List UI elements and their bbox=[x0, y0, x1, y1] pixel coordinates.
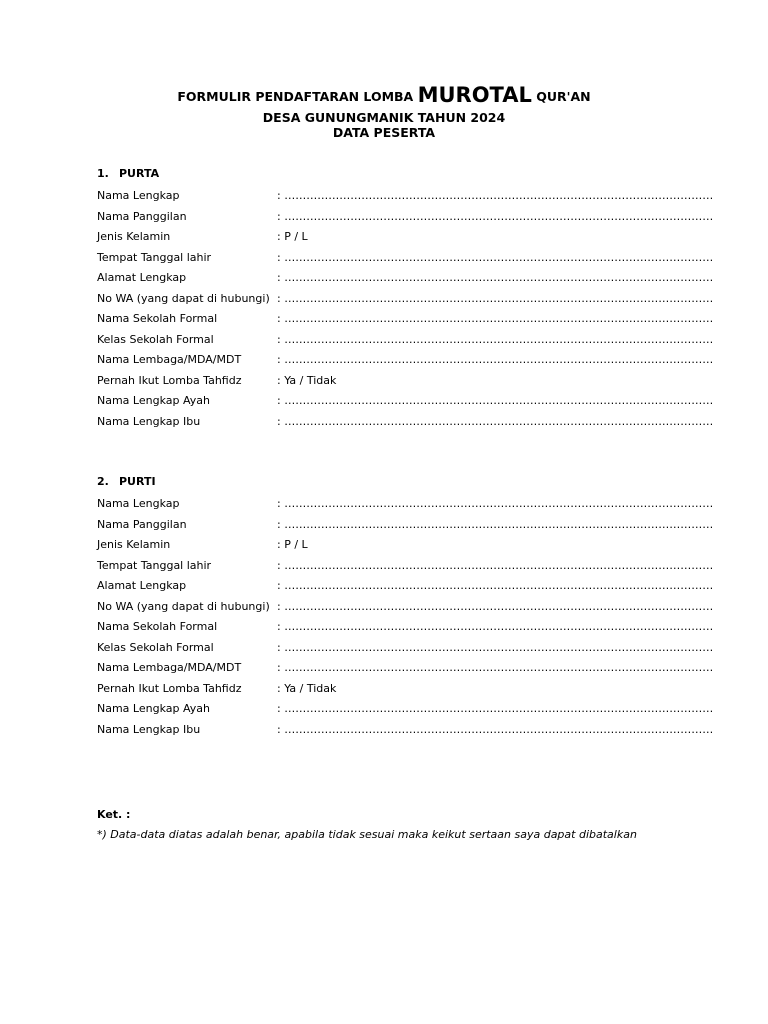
field-value: : ……………………………………………………………………………………………………… bbox=[277, 497, 714, 510]
field-row bbox=[97, 332, 714, 353]
notes-label: Ket. : bbox=[97, 808, 131, 821]
field-label: Nama Lembaga/MDA/MDT bbox=[97, 661, 242, 674]
form-title-prefix: FORMULIR PENDAFTARAN LOMBA bbox=[177, 89, 414, 104]
field-value: : Ya / Tidak bbox=[277, 681, 337, 695]
field-row bbox=[97, 373, 677, 394]
field-row bbox=[97, 352, 714, 373]
field-label: No WA (yang dapat di hubungi) bbox=[97, 599, 270, 613]
field-value: : Ya / Tidak bbox=[277, 373, 337, 387]
field-row bbox=[97, 640, 714, 661]
field-label: Kelas Sekolah Formal bbox=[97, 640, 214, 654]
field-value: : ……………………………………………………………………………………………………… bbox=[277, 312, 714, 325]
field-value: : ……………………………………………………………………………………………………… bbox=[277, 414, 714, 428]
field-row bbox=[97, 681, 677, 702]
field-label: Nama Panggilan bbox=[97, 209, 187, 223]
field-value: : ……………………………………………………………………………………………………… bbox=[277, 271, 714, 284]
section-number: 1. bbox=[97, 167, 109, 180]
field-value: : P / L bbox=[277, 230, 308, 243]
section-number: 2. bbox=[97, 475, 109, 488]
field-value: : ……………………………………………………………………………………………………… bbox=[277, 332, 714, 346]
form-title-suffix: QUR'AN bbox=[536, 89, 591, 104]
disclaimer-note: *) Data-data diatas adalah benar, apabila tidak sesuai maka keikut sertaan saya dapat dibatalkan bbox=[97, 828, 637, 841]
field-row bbox=[97, 188, 714, 209]
field-row bbox=[97, 229, 677, 250]
field-value: : ……………………………………………………………………………………………………… bbox=[277, 702, 714, 715]
section-heading bbox=[97, 474, 677, 490]
section-purti bbox=[97, 474, 714, 742]
field-value: : ……………………………………………………………………………………………………… bbox=[277, 291, 714, 305]
field-label: Jenis Kelamin bbox=[97, 538, 171, 551]
field-label: Pernah Ikut Lomba Tahfidz bbox=[97, 373, 242, 387]
form-section-title: DATA PESERTA bbox=[332, 125, 436, 140]
document-header bbox=[0, 82, 768, 140]
field-value: : ……………………………………………………………………………………………………… bbox=[277, 558, 714, 572]
field-value: : ……………………………………………………………………………………………………… bbox=[277, 620, 714, 633]
section-heading bbox=[97, 166, 677, 182]
field-label: Nama Sekolah Formal bbox=[97, 312, 218, 325]
field-row bbox=[97, 558, 714, 579]
field-row bbox=[97, 414, 714, 435]
field-row bbox=[97, 537, 677, 558]
section-title: PURTI bbox=[119, 475, 156, 488]
section-purta bbox=[97, 166, 714, 434]
field-label: Kelas Sekolah Formal bbox=[97, 332, 214, 346]
field-value: : ……………………………………………………………………………………………………… bbox=[277, 517, 714, 531]
field-row bbox=[97, 599, 714, 620]
field-label: Nama Lengkap Ibu bbox=[97, 722, 201, 736]
field-row bbox=[97, 270, 714, 291]
field-label: Pernah Ikut Lomba Tahfidz bbox=[97, 681, 242, 695]
field-value: : ……………………………………………………………………………………………………… bbox=[277, 209, 714, 223]
form-title bbox=[0, 82, 768, 110]
field-value: : ……………………………………………………………………………………………………… bbox=[277, 394, 714, 407]
field-label: Nama Lengkap Ayah bbox=[97, 394, 210, 407]
field-value: : ……………………………………………………………………………………………………… bbox=[277, 250, 714, 264]
field-label: Jenis Kelamin bbox=[97, 230, 171, 243]
form-subtitle: DESA GUNUNGMANIK TAHUN 2024 bbox=[262, 110, 506, 125]
field-value: : ……………………………………………………………………………………………………… bbox=[277, 640, 714, 654]
section-title: PURTA bbox=[119, 167, 160, 180]
field-label: Nama Lengkap Ibu bbox=[97, 414, 201, 428]
field-label: Nama Lengkap Ayah bbox=[97, 702, 210, 715]
field-value: : P / L bbox=[277, 538, 308, 551]
field-row bbox=[97, 701, 714, 722]
field-label: No WA (yang dapat di hubungi) bbox=[97, 291, 270, 305]
field-label: Tempat Tanggal lahir bbox=[97, 558, 212, 572]
field-row bbox=[97, 722, 714, 743]
field-row bbox=[97, 291, 714, 312]
field-value: : ……………………………………………………………………………………………………… bbox=[277, 353, 714, 366]
field-row bbox=[97, 619, 714, 640]
field-row bbox=[97, 578, 714, 599]
field-row bbox=[97, 311, 714, 332]
field-row bbox=[97, 209, 714, 230]
field-value: : ……………………………………………………………………………………………………… bbox=[277, 189, 714, 202]
field-label: Nama Panggilan bbox=[97, 517, 187, 531]
form-title-emphasis: MUROTAL bbox=[417, 83, 532, 107]
field-row bbox=[97, 393, 714, 414]
field-label: Alamat Lengkap bbox=[97, 271, 187, 284]
field-row bbox=[97, 660, 714, 681]
field-row bbox=[97, 250, 714, 271]
field-label: Tempat Tanggal lahir bbox=[97, 250, 212, 264]
field-value: : ……………………………………………………………………………………………………… bbox=[277, 579, 714, 592]
field-row bbox=[97, 517, 714, 538]
field-label: Alamat Lengkap bbox=[97, 579, 187, 592]
field-row bbox=[97, 496, 714, 517]
field-value: : ……………………………………………………………………………………………………… bbox=[277, 722, 714, 736]
field-label: Nama Lengkap bbox=[97, 497, 180, 510]
field-value: : ……………………………………………………………………………………………………… bbox=[277, 661, 714, 674]
field-label: Nama Sekolah Formal bbox=[97, 620, 218, 633]
field-label: Nama Lengkap bbox=[97, 189, 180, 202]
field-label: Nama Lembaga/MDA/MDT bbox=[97, 353, 242, 366]
field-value: : ……………………………………………………………………………………………………… bbox=[277, 599, 714, 613]
